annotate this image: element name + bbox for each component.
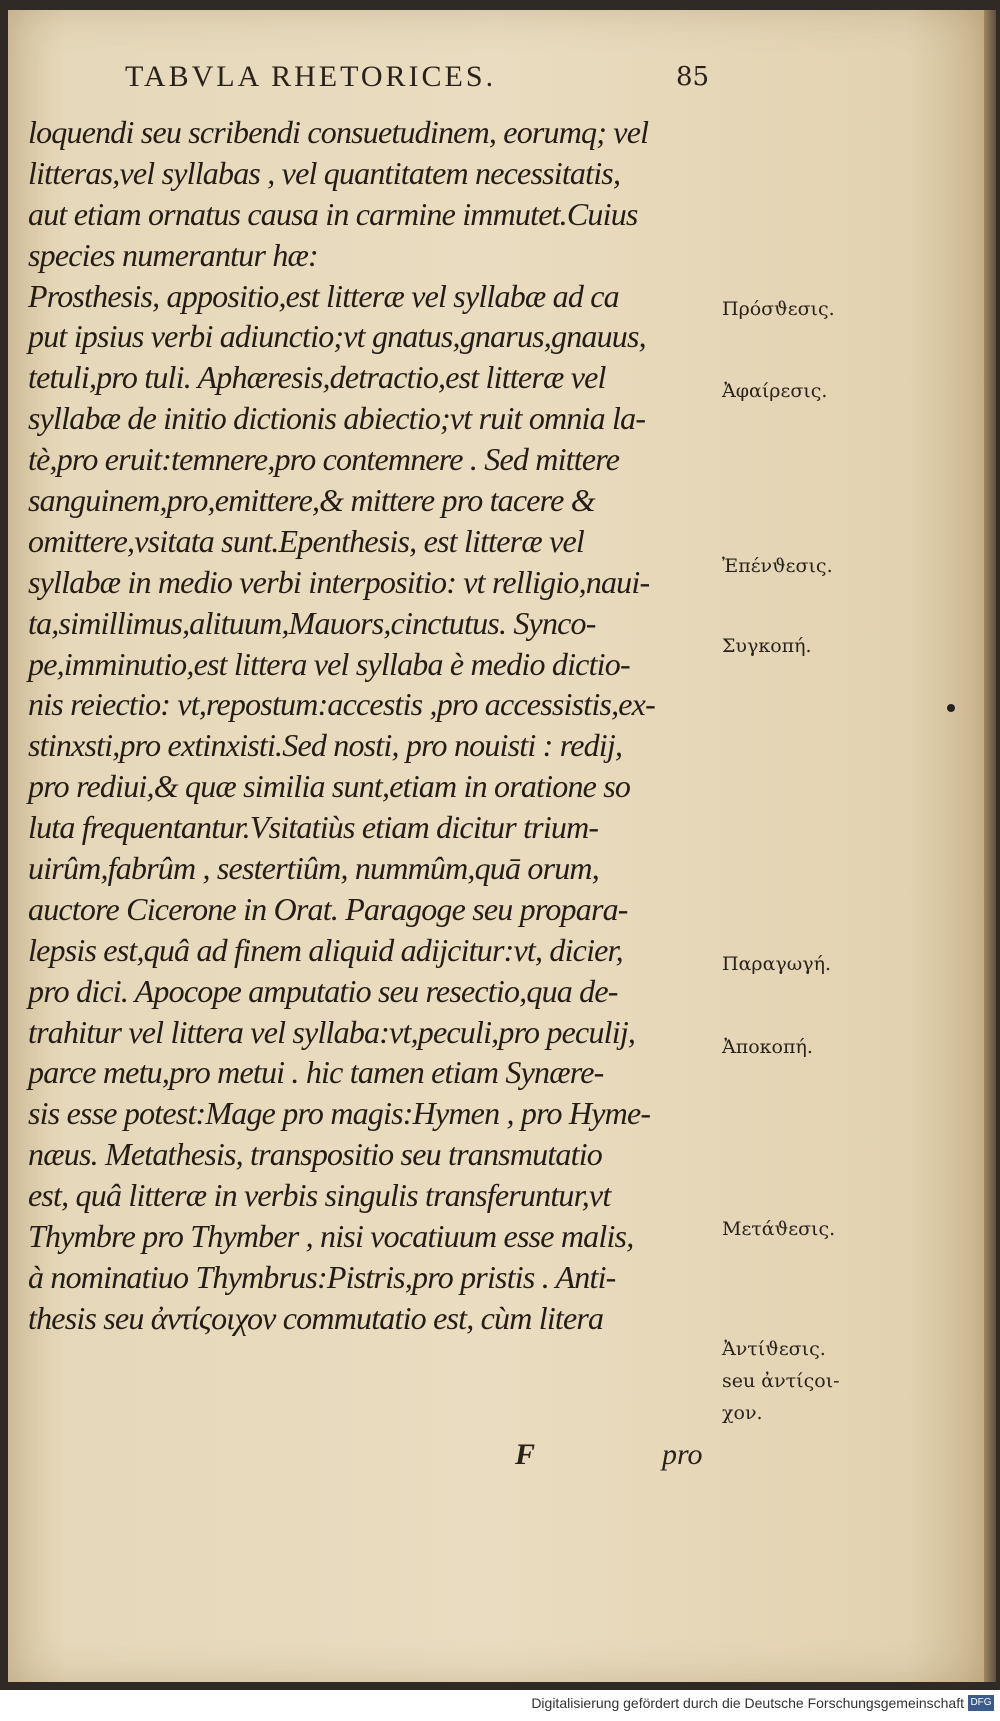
text-line: trahitur vel littera vel syllaba:vt,peculi,pro peculij, xyxy=(28,1013,636,1050)
margin-note-antithesis-end: χον. xyxy=(722,1402,763,1424)
text-line: nis reiectio: vt,repostum:accestis ,pro accessistis,ex- xyxy=(28,686,655,723)
text-line: tè,pro eruit:temnere,pro contemnere . Sed mittere xyxy=(28,441,620,478)
text-line: ta,simillimus,alituum,Mauors,cinctutus. Synco- xyxy=(28,604,596,641)
text-line: parce metu,pro metui . hic tamen etiam Synære- xyxy=(28,1054,604,1091)
text-line: luta frequentantur.Vsitatiùs etiam dicitur trium- xyxy=(28,809,599,846)
text-line: pro rediui,& quæ similia sunt,etiam in oratione so xyxy=(28,768,631,805)
text-line: lepsis est,quâ ad finem aliquid adijcitur:vt, dicier, xyxy=(28,931,623,968)
text-line: species numerantur hæ: xyxy=(28,236,318,273)
margin-note-aphaeresis: Ἀφαίρεσις. xyxy=(722,380,828,402)
text-line: syllabæ in medio verbi interpositio: vt relligio,naui- xyxy=(28,563,650,600)
margin-note-paragoge: Παραγωγή. xyxy=(722,953,832,975)
text-line: pe,imminutio,est littera vel syllaba è medio dictio- xyxy=(28,645,630,682)
text-line: sanguinem,pro,emittere,& mittere pro tacere & xyxy=(28,482,595,519)
margin-note-metathesis: Μετάϑεσις. xyxy=(722,1218,836,1240)
text-line: Thymbre pro Thymber , nisi vocatiuum esse malis, xyxy=(28,1218,634,1255)
text-line: put ipsius verbi adiunctio;vt gnatus,gnarus,gnauus, xyxy=(28,318,646,355)
dfg-logo-icon: DFG xyxy=(968,1695,994,1711)
text-line: thesis seu ἀντίςοιχον commutatio est, cùm litera xyxy=(28,1299,604,1336)
text-line: loquendi seu scribendi consuetudinem, eorumq; vel xyxy=(28,114,649,150)
text-line: tetuli,pro tuli. Aphæresis,detractio,est litteræ vel xyxy=(28,359,606,396)
text-line: næus. Metathesis, transpositio seu transmutatio xyxy=(28,1136,602,1173)
running-head: TABVLA RHETORICES. xyxy=(125,60,497,93)
signature-mark: F xyxy=(515,1438,536,1471)
text-line: Prosthesis, appositio,est litteræ vel syllabæ ad ca xyxy=(28,277,619,314)
text-line: aut etiam ornatus causa in carmine immutet.Cuius xyxy=(28,195,638,232)
text-line: omittere,vsitata sunt.Epenthesis, est litteræ vel xyxy=(28,522,584,559)
margin-note-prosthesis: Πρόσϑεσις. xyxy=(722,298,835,320)
text-line: est, quâ litteræ in verbis singulis transferuntur,vt xyxy=(28,1177,611,1214)
text-line: sis esse potest:Mage pro magis:Hymen , pro Hyme- xyxy=(28,1095,651,1132)
ink-spot xyxy=(947,704,955,712)
margin-note-syncope: Συγκοπή. xyxy=(722,635,812,657)
footer-credit: Digitalisierung gefördert durch die Deutsche Forschungsgemeinschaft xyxy=(531,1695,964,1711)
digitization-footer xyxy=(0,1690,1000,1721)
text-line: syllabæ de initio dictionis abiectio;vt ruit omnia la- xyxy=(28,400,646,437)
catchword: pro xyxy=(662,1438,703,1471)
margin-note-antithesis: Ἀντίϑεσις. xyxy=(722,1338,826,1360)
margin-note-apocope: Ἀποκοπή. xyxy=(722,1036,813,1058)
text-line: pro dici. Apocope amputatio seu resectio,qua de- xyxy=(28,972,618,1009)
text-line: à nominatiuo Thymbrus:Pistris,pro pristis . Anti- xyxy=(28,1258,616,1295)
text-line: uirûm,fabrûm , sestertiûm, nummûm,quā orum, xyxy=(28,850,599,887)
page-edge xyxy=(984,10,996,1682)
text-block xyxy=(28,112,728,1339)
margin-note-epenthesis: Ἐπένϑεσις. xyxy=(722,555,833,577)
text-line: stinxsti,pro extinxisti.Sed nosti, pro nouisti : redij, xyxy=(28,727,623,764)
text-line: litteras,vel syllabas , vel quantitatem necessitatis, xyxy=(28,154,621,191)
text-line: auctore Cicerone in Orat. Paragoge seu propara- xyxy=(28,890,628,927)
margin-note-antithesis-seu: seu ἀντίςοι- xyxy=(722,1370,840,1392)
folio-number: 85 xyxy=(676,62,710,92)
